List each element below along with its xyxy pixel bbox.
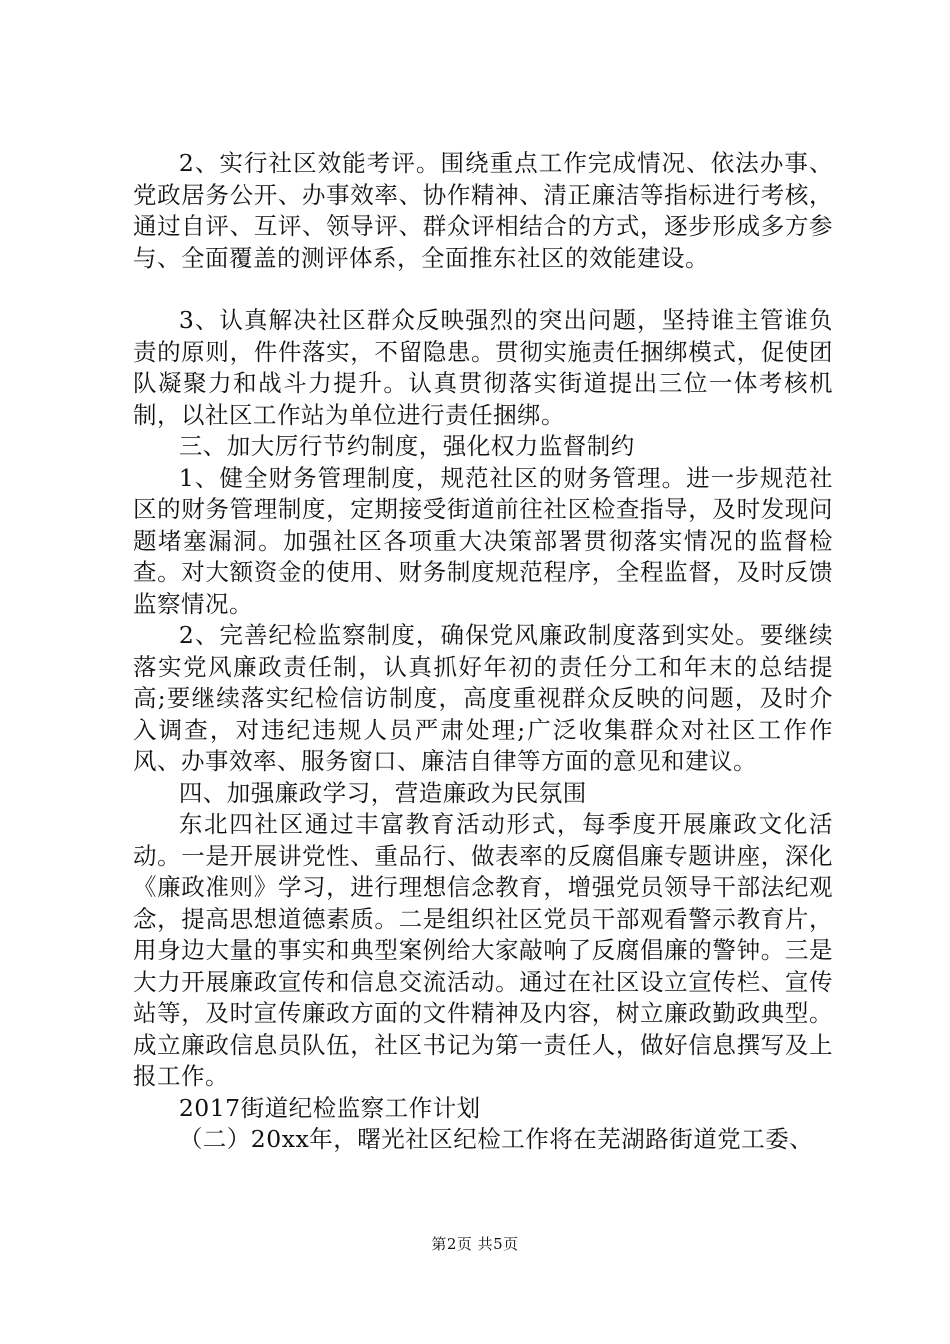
paragraph-gap — [133, 274, 833, 305]
page-footer: 第2页 共5页 — [431, 1235, 519, 1253]
paragraph-discipline-system: 2、完善纪检监察制度，确保党风廉政制度落到实处。要继续落实党风廉政责任制，认真抓好年初的责任分工和年末的总结提高;要继续落实纪检信访制度，高度重视群众反映的问题，及时介入调查，对违纪违规人员严肃处理;广泛收集群众对社区工作作风、办事效率、服务窗口、廉洁自律等方面的意见和建议。 — [133, 621, 833, 775]
paragraph-efficiency-evaluation: 2、实行社区效能考评。围绕重点工作完成情况、依法办事、党政居务公开、办事效率、协作精神、清正廉洁等指标进行考核，通过自评、互评、领导评、群众评相结合的方式，逐步形成多方参与、全面覆盖的测评体系，全面推东社区的效能建设。 — [133, 149, 833, 272]
section-heading-three: 三、加大厉行节约制度，强化权力监督制约 — [178, 432, 635, 460]
section-heading-four: 四、加强廉政学习，营造廉政为民氛围 — [178, 778, 587, 807]
paragraph-finance-management: 1、健全财务管理制度，规范社区的财务管理。进一步规范社区的财务管理制度，定期接受街道前往社区检查指导，及时发现问题堵塞漏洞。加强社区各项重大决策部署贯彻落实情况的监督检查。对大额资金的使用、财务制度规范程序，全程监督，及时反馈监察情况。 — [133, 463, 833, 618]
plan-title: 2017街道纪检监察工作计划 — [178, 1093, 481, 1122]
document-body — [133, 148, 833, 1156]
paragraph-resolve-problems: 3、认真解决社区群众反映强烈的突出问题，坚持谁主管谁负责的原则，件件落实，不留隐患。贯彻实施责任捆绑模式，促使团队凝聚力和战斗力提升。认真贯彻落实街道提出三位一体考核机制，以社区工作站为单位进行责任捆绑。 — [133, 306, 833, 429]
paragraph-education-activities: 东北四社区通过丰富教育活动形式，每季度开展廉政文化活动。一是开展讲党性、重品行、做表率的反腐倡廉专题讲座，深化《廉政准则》学习，进行理想信念教育，增强党员领导干部法纪观念，提高思想道德素质。二是组织社区党员干部观看警示教育片，用身边大量的事实和典型案例给大家敲响了反腐倡廉的警钟。三是大力开展廉政宣传和信息交流活动。通过在社区设立宣传栏、宣传站等，及时宣传廉政方面的文件精神及内容，树立廉政勤政典型。成立廉政信息员队伍，社区书记为第一责任人，做好信息撰写及上报工作。 — [133, 810, 833, 1090]
paragraph-shuguang-intro: （二）20xx年，曙光社区纪检工作将在芜湖路街道党工委、 — [178, 1125, 814, 1153]
